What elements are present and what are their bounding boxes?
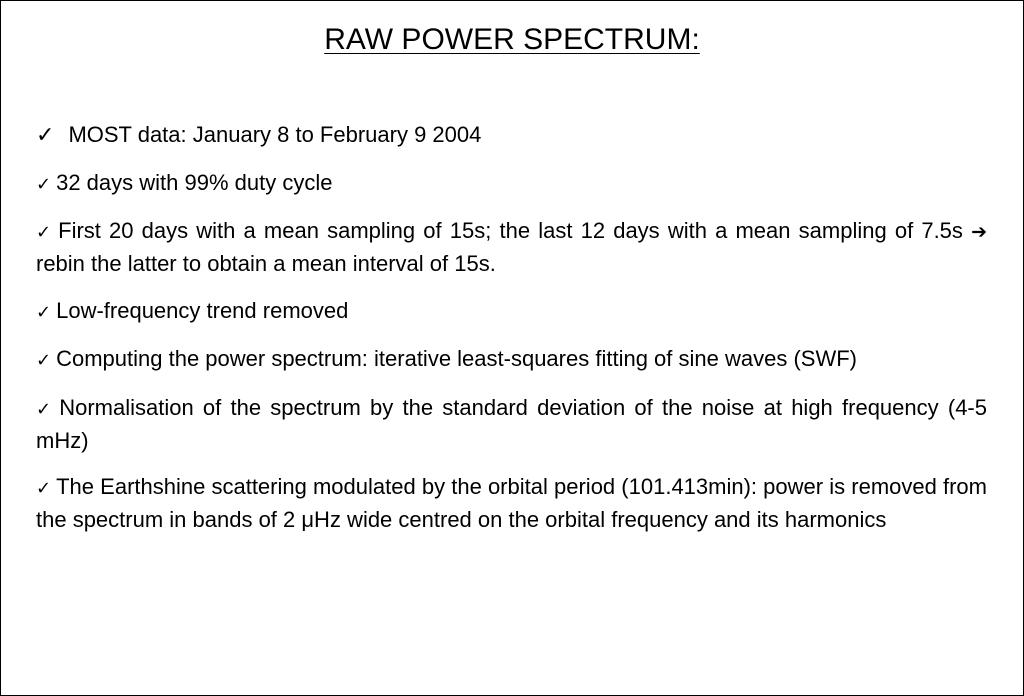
checkmark-icon: ✓	[36, 123, 55, 148]
bullet-item	[36, 295, 987, 328]
checkmark-icon: ✓	[36, 398, 55, 420]
right-arrow-icon: ➔	[971, 221, 987, 243]
bullet-item	[36, 392, 987, 456]
bullet-text: First 20 days with a mean sampling of 15s; the last 12 days with a mean sampling of 7.5s	[58, 218, 963, 243]
checkmark-icon: ✓	[36, 478, 52, 499]
bullet-item	[36, 215, 987, 279]
bullet-text: Low-frequency trend removed	[56, 297, 349, 323]
bullet-text: The Earthshine scattering modulated by the orbital period (101.413min): power is removed from the spectrum in bands of 2 μHz wide centred on the orbital frequency and its harmonics	[36, 474, 987, 532]
bullet-item	[36, 167, 987, 200]
checkmark-icon: ✓	[36, 350, 52, 371]
bullet-text: Normalisation of the spectrum by the standard deviation of the noise at high frequency (4-5 mHz)	[36, 394, 987, 453]
bullet-list	[36, 119, 987, 551]
bullet-item	[36, 471, 987, 535]
bullet-item	[36, 343, 987, 376]
slide-title: RAW POWER SPECTRUM:	[324, 23, 700, 56]
checkmark-icon: ✓	[36, 173, 52, 195]
checkmark-icon: ✓	[36, 222, 54, 243]
bullet-text: MOST data: January 8 to February 9 2004	[68, 122, 482, 147]
bullet-item	[36, 119, 987, 151]
checkmark-icon: ✓	[36, 301, 52, 323]
bullet-text: Computing the power spectrum: iterative least-squares fitting of sine waves (SWF)	[56, 346, 857, 371]
bullet-text: rebin the latter to obtain a mean interval of 15s.	[36, 251, 496, 276]
bullet-text: 32 days with 99% duty cycle	[56, 169, 333, 195]
